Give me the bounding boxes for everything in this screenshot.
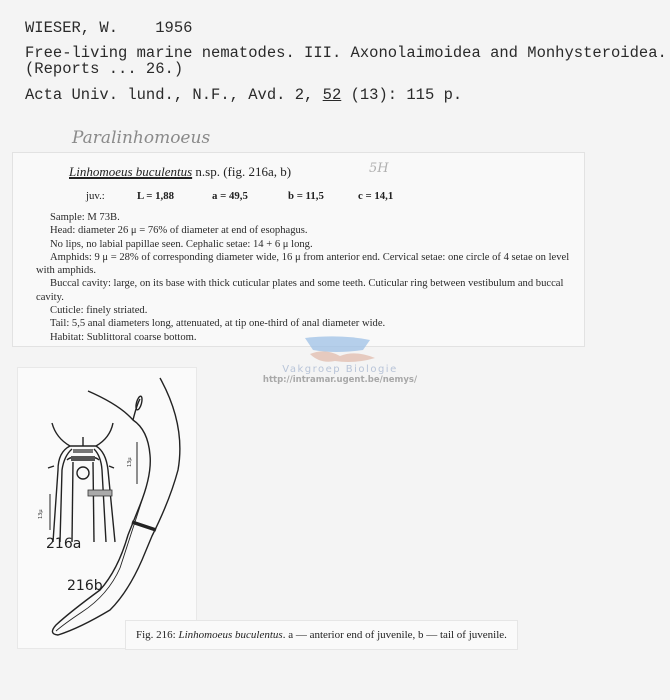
head-paragraph: Head: diameter 26 μ = 76% of diameter at end of esophagus.: [50, 225, 308, 237]
watermark-url[interactable]: http://intramar.ugent.be/nemys/: [262, 375, 418, 385]
figure-label-216a: 216a: [46, 536, 82, 552]
caption-figure-number: Fig. 216:: [136, 629, 179, 641]
scale-bar-a-label: 13μ: [38, 509, 44, 519]
scale-bar-b-label: 13μ: [127, 457, 133, 467]
citation-volume: 52: [322, 86, 342, 104]
handwritten-genus-note: Paralinhomoeus: [72, 128, 211, 148]
margin-note: 5H: [369, 161, 389, 176]
habitat-paragraph: Habitat: Sublittoral coarse bottom.: [50, 331, 197, 343]
buccal-paragraph: Buccal cavity: large, on its base with thick cuticular plates and some teeth. Cuticular ring between vestibulum and buccal cavity.: [36, 278, 564, 303]
figure-caption: [125, 620, 518, 650]
lips-paragraph: No lips, no labial papillae seen. Cephalic setae: 14 + 6 μ long.: [50, 238, 313, 250]
author: WIESER, W.: [25, 19, 119, 37]
tail-paragraph: Tail: 5,5 anal diameters long, attenuated, at tip one-third of anal diameter wide.: [50, 318, 386, 330]
title-line-2: (Reports ... 26.): [25, 60, 184, 78]
stage-label: juv.:: [86, 190, 105, 202]
figure-label-216b: 216b: [67, 578, 103, 594]
measure-a: a = 49,5: [212, 190, 248, 202]
species-ref: n.sp. (fig. 216a, b): [192, 164, 292, 179]
cuticle-paragraph: Cuticle: finely striated.: [50, 305, 148, 317]
species-name: Linhomoeus buculentus: [69, 164, 193, 179]
amphids-paragraph: Amphids: 9 μ = 28% of corresponding diameter wide, 16 μ from anterior end. Cervical setae: one circle of 4 setae on level with amphids.: [36, 251, 570, 277]
caption-species: Linhomoeus buculentus: [178, 629, 283, 641]
measure-b: b = 11,5: [288, 190, 324, 202]
caption-description: . a — anterior end of juvenile, b — tail of juvenile.: [282, 629, 507, 641]
citation-pages: (13): 115 p.: [341, 86, 463, 104]
citation-journal: Acta Univ. lund., N.F., Avd. 2,: [25, 86, 323, 104]
watermark-organization: Vakgroep Biologie: [282, 364, 398, 375]
sample-paragraph: Sample: M 73B.: [50, 212, 120, 223]
year: 1956: [155, 19, 193, 37]
title-line-1: Free-living marine nematodes. III. Axonolaimoidea and Monhysteroidea.: [25, 44, 667, 62]
measure-L: L = 1,88: [137, 190, 175, 202]
measure-c: c = 14,1: [358, 190, 394, 202]
